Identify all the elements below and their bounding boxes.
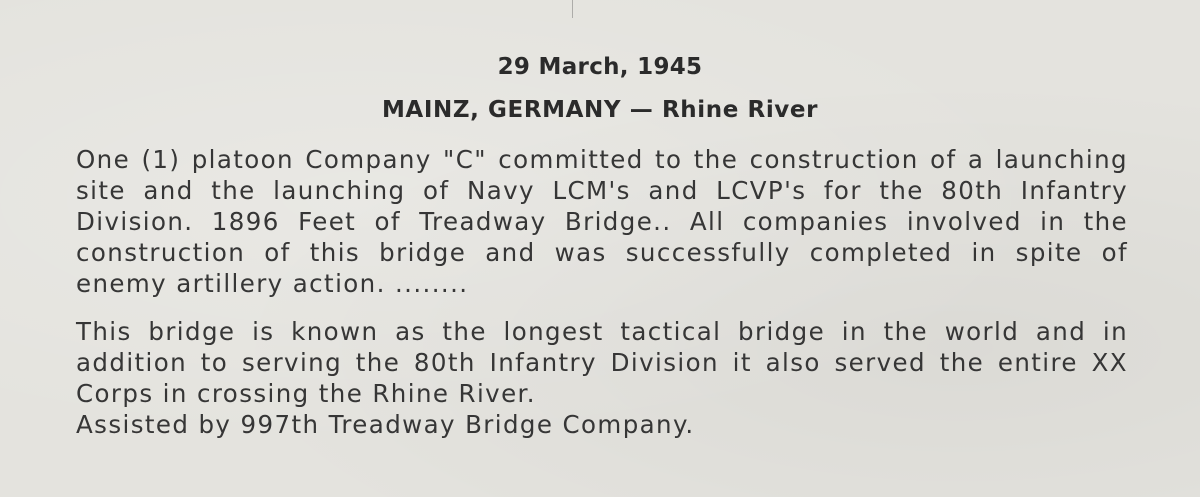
paragraph-construction: One (1) platoon Company "C" committed to the construction of a launching site and the launching of Navy LCM's and LCVP's for the 80th Infantry Division. 1896 Feet of Treadway Bridge.. All companies involved in the construction of this bridge and was successfully completed in spite of enemy artillery action. ........ [76, 145, 1128, 298]
paper-crease [572, 0, 573, 18]
document-location-heading: MAINZ, GERMANY — Rhine River [381, 97, 819, 123]
document-date: 29 March, 1945 [497, 54, 703, 80]
paragraph-longest-bridge: This bridge is known as the longest tactical bridge in the world and in addition to serving the 80th Infantry Division it also served the entire XX Corps in crossing the Rhine River. [76, 317, 1128, 408]
assisted-by-line: Assisted by 997th Treadway Bridge Company. [76, 410, 695, 439]
